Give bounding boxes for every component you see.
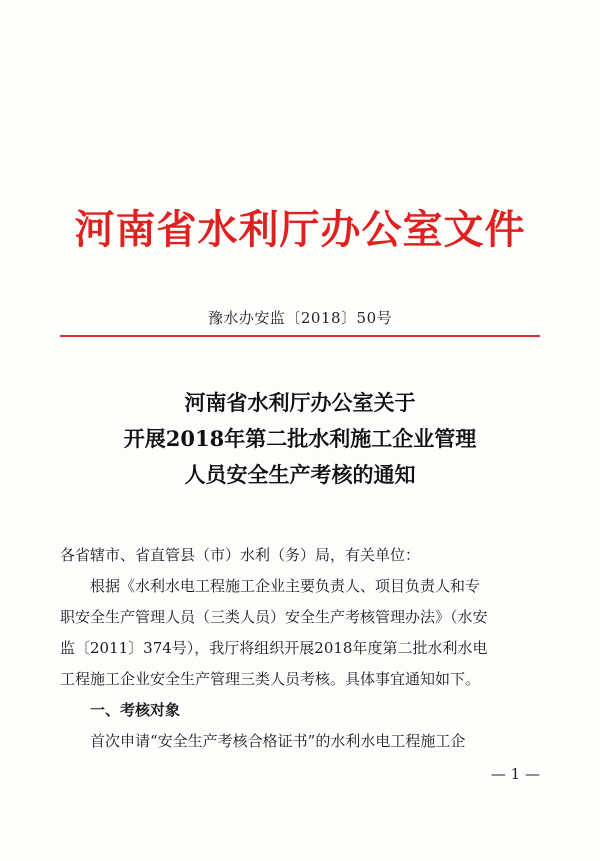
body-paragraph-line: 根据《水利水电工程施工企业主要负责人、项目负责人和专 (90, 577, 481, 595)
document-header-title: 河南省水利厅办公室文件 (74, 206, 526, 253)
red-separator-line (60, 335, 540, 337)
body-paragraph-line: 监〔2011〕374号），我厅将组织开展2018年度第二批水利水电 (60, 639, 488, 657)
body-paragraph-line: 职安全生产管理人员（三类人员）安全生产考核管理办法》（水安 (60, 608, 488, 626)
notice-body (60, 540, 540, 757)
notice-title-line-1: 河南省水利厅办公室关于 (184, 390, 416, 415)
page-number: — 1 — (490, 765, 540, 783)
document-number: 豫水办安监〔2018〕50号 (207, 309, 393, 327)
body-paragraph-line: 工程施工企业安全生产管理三类人员考核。具体事宜通知如下。 (60, 670, 481, 688)
notice-title (0, 385, 600, 493)
notice-title-line-3: 人员安全生产考核的通知 (184, 462, 416, 487)
body-paragraph-line: 首次申请“安全生产考核合格证书”的水利水电工程施工企 (90, 732, 466, 750)
section-heading-exam-target: 一、考核对象 (90, 701, 181, 719)
notice-title-line-2: 开展2018年第二批水利施工企业管理 (123, 426, 477, 451)
addressee-line: 各省辖市、省直管县（市）水利（务）局，有关单位： (60, 546, 421, 564)
